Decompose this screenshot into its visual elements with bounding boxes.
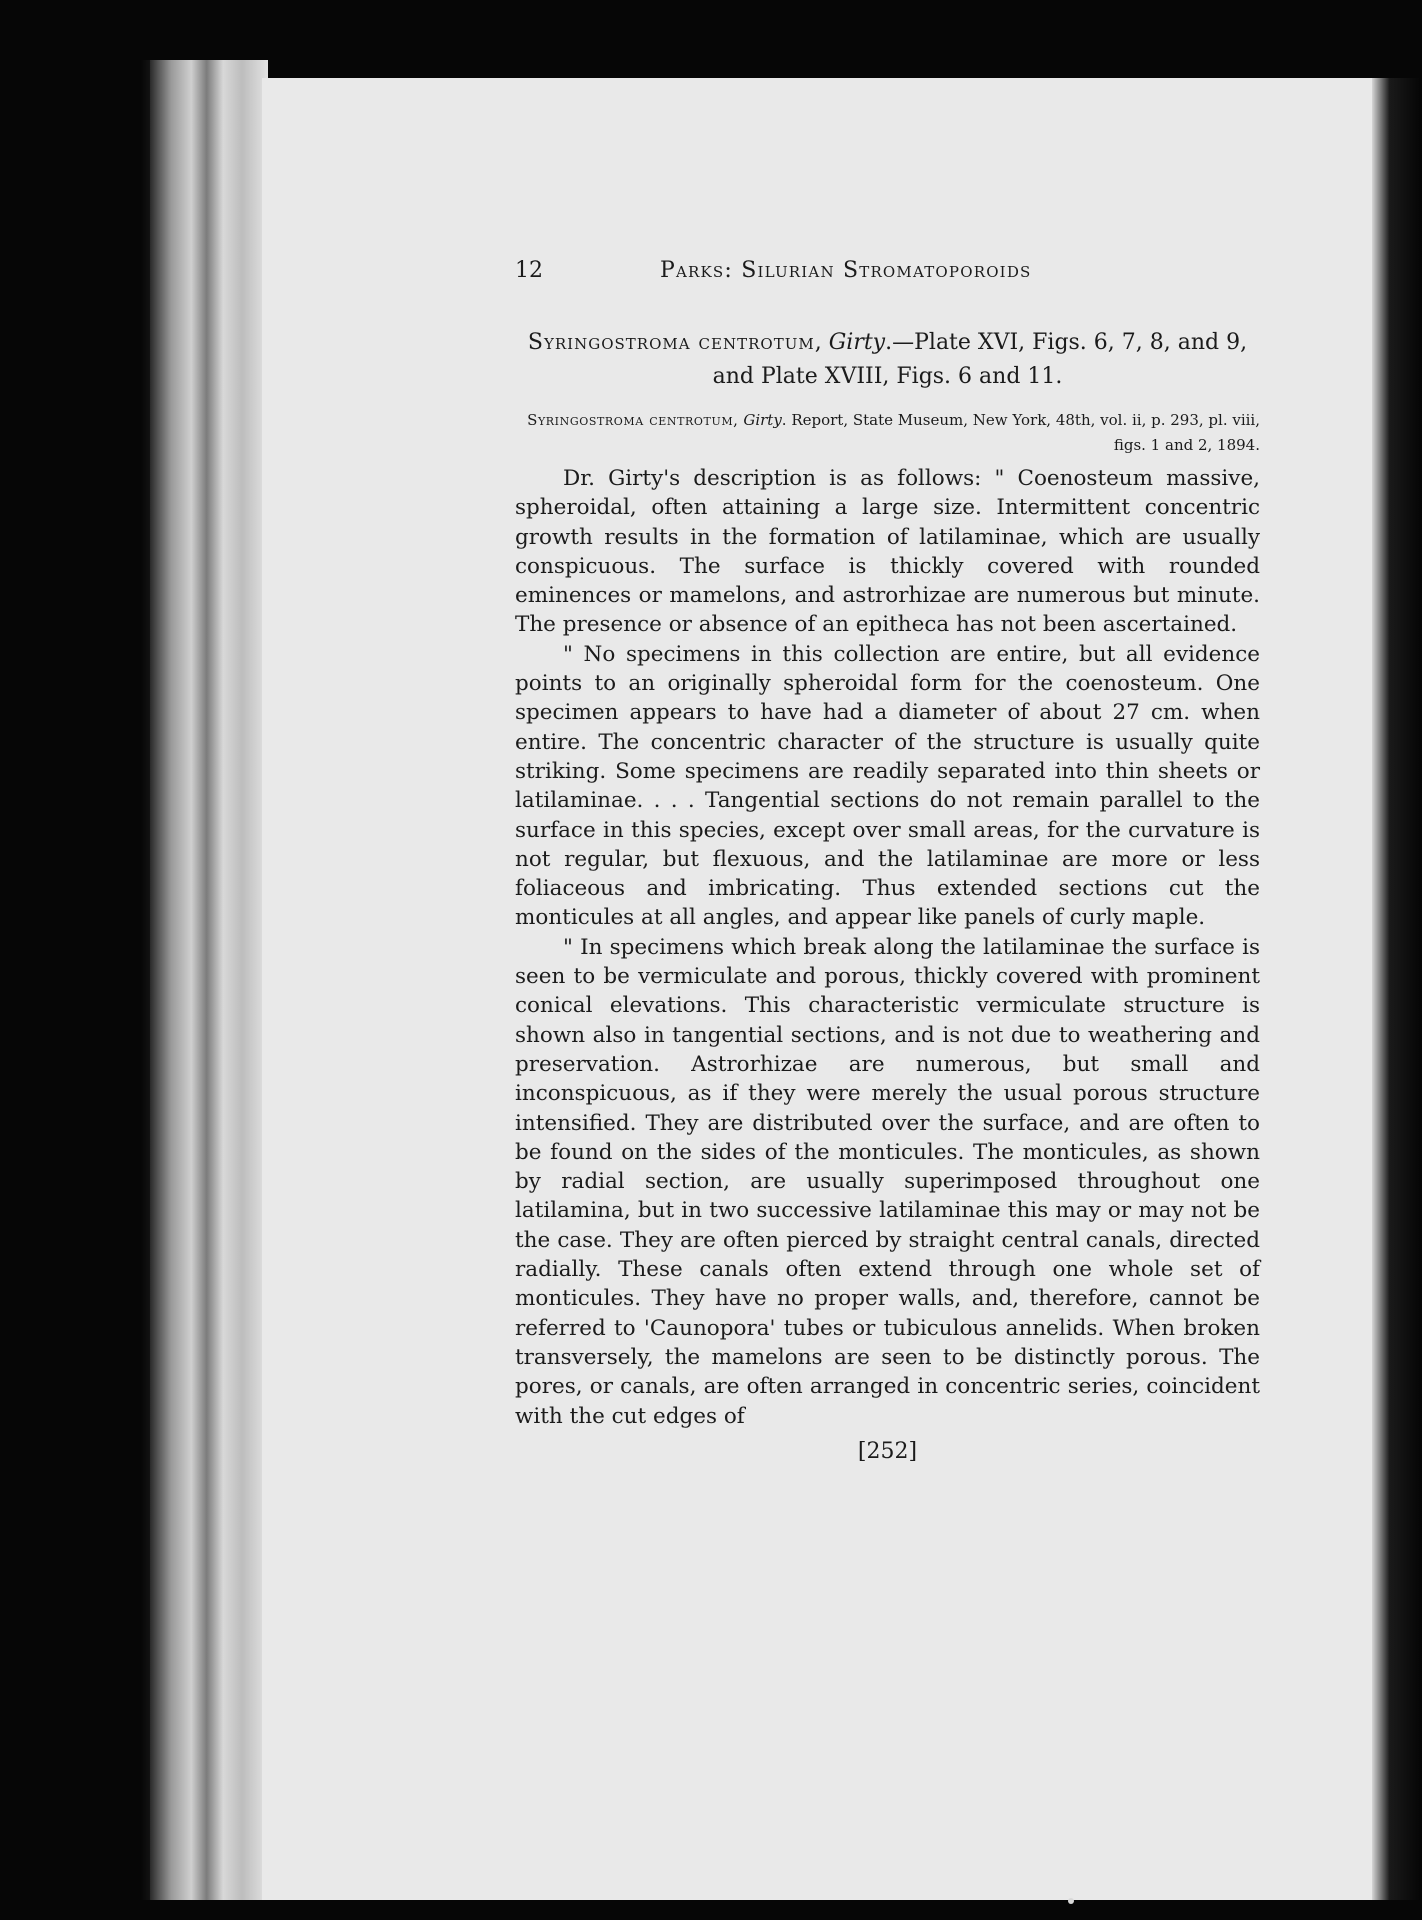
plate-list: .—Plate XVI, Figs. 6, 7, 8, and 9, and Plate XVIII, Figs. 6 and 11. (712, 330, 1248, 389)
running-head (515, 258, 1260, 298)
paragraph: " In specimens which break along the latilaminae the surface is seen to be vermiculate and porous, thickly covered with prominent conical elevations. This characteristic vermiculate structure is shown also in tangential sections, and is not due to weathering and preservation. Astrorhizae are numerous, but small and inconspicuous, as if they were merely the usual porous structure intensified. They are distributed over the surface, and are often to be found on the sides of the monticules. The monticules, as shown by radial section, are usually superimposed throughout one latilamina, but in two successive latilaminae this may or may not be the case. They are often pierced by straight central canals, directed radially. These canals often extend through one whole set of monticules. They have no proper walls, and, therefore, cannot be referred to 'Caunopora' tubes or tubiculous annelids. When broken transversely, the mamelons are seen to be distinctly porous. The pores, or canals, are often arranged in concentric series, coincident with the cut edges of (515, 934, 1260, 1429)
species-author: Girty (828, 330, 886, 355)
synonymy-author: Girty (743, 411, 782, 429)
page-text (515, 258, 1260, 1464)
species-heading: Syringostroma centrotum, Girty.—Plate XVI, Figs. 6, 7, 8, and 9, and Plate XVIII, Figs. 6 and 11. (527, 330, 1248, 389)
dust-speck (1068, 1898, 1074, 1904)
bracketed-page-reference: [252] (857, 1438, 918, 1464)
page-number: 12 (515, 258, 543, 283)
paragraph: Dr. Girty's description is as follows: " Coenosteum massive, spheroidal, often attaining a large size. Intermittent concentric growth results in the formation of latilaminae, which are usually conspicuous. The surface is thickly covered with rounded eminences or mamelons, and astrorhizae are numerous but minute. The presence or absence of an epitheca has not been ascertained. (515, 466, 1260, 638)
page-edges (150, 60, 268, 1900)
synonymy-species: Syringostroma centrotum, (527, 411, 739, 429)
synonymy-citation (515, 408, 1260, 458)
running-title: Parks: Silurian Stromatoporoids (660, 258, 1032, 283)
page-right-shadow (1372, 78, 1422, 1900)
paragraph: " No specimens in this collection are entire, but all evidence points to an originally spheroidal form for the coenosteum. One specimen appears to have had a diameter of about 27 cm. when entire. The concentric character of the structure is usually quite striking. Some specimens are readily separated into thin sheets or latilaminae. . . . Tangential sections do not remain parallel to the surface in this species, except over small areas, for the curvature is not regular, but flexuous, and the latilaminae are more or less foliaceous and imbricating. Thus extended sections cut the monticules at all angles, and appear like panels of curly maple. (515, 641, 1260, 931)
species-name: Syringostroma centrotum (527, 330, 815, 355)
synonymy-reference: . Report, State Museum, New York, 48th, vol. ii, p. 293, pl. viii, figs. 1 and 2, 1894. (781, 411, 1260, 454)
